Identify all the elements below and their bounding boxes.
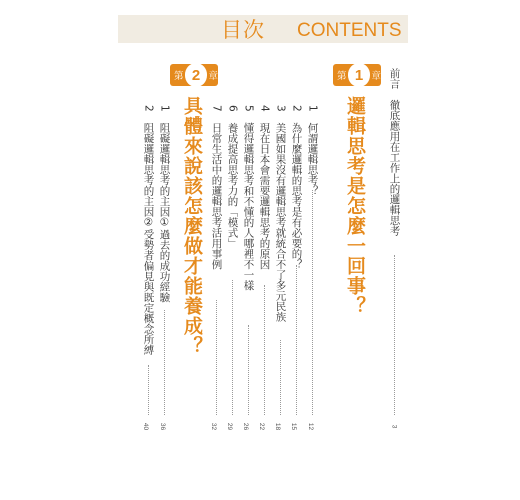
contents-title-en: CONTENTS: [297, 20, 402, 41]
entry-number: 3: [274, 105, 287, 112]
chapter2-badge: [170, 64, 218, 86]
contents-title-cn: 目次: [221, 18, 265, 42]
chapter2-title: 具體來說該怎麼做才能養成？: [181, 96, 203, 356]
preface-leader: [394, 255, 395, 415]
chapter1-entry-1: [307, 105, 318, 196]
chapter1-page-3: 18: [274, 422, 282, 431]
chapter1-entry-3: [275, 105, 286, 322]
chapter1-leader-3: [280, 340, 281, 415]
chapter1-badge-post: 章: [371, 71, 381, 82]
chapter1-entry-7: [211, 105, 222, 269]
chapter2-entry-1: [159, 105, 170, 302]
entry-text: 懂得邏輯思考和不懂的人哪裡不一樣: [242, 122, 255, 291]
entry-text: 何謂邏輯思考？: [306, 122, 319, 196]
entry-text: 阻礙邏輯思考的主因②受勢者偏見與既定概念所縛: [142, 122, 155, 355]
entry-number: 4: [258, 105, 271, 112]
chapter1-badge-num: 1: [348, 63, 371, 87]
chapter1-badge: [333, 64, 381, 86]
entry-number: 7: [210, 105, 223, 112]
chapter1-page-5: 26: [242, 422, 250, 431]
entry-text: 日常生活中的邏輯思考活用事例: [210, 122, 223, 270]
entry-text: 美國如果沒有邏輯思考就統合不了多元民族: [274, 122, 287, 322]
chapter1-leader-7: [216, 300, 217, 415]
chapter1-page-2: 15: [290, 422, 298, 431]
entry-number: 2: [142, 105, 155, 112]
chapter1-leader-5: [248, 325, 249, 415]
chapter2-entry-2: [143, 105, 154, 355]
entry-number: 5: [242, 105, 255, 112]
chapter1-entry-6: [227, 105, 238, 248]
chapter1-entry-2: [291, 105, 302, 269]
entry-number: 6: [226, 105, 239, 112]
preface-text: 前言 徹底應用在工作上的邏輯思考: [388, 68, 401, 236]
chapter2-page-1: 36: [159, 422, 167, 431]
chapter2-page-2: 40: [142, 422, 150, 431]
chapter2-badge-post: 章: [208, 71, 218, 82]
entry-text: 現在日本會需要邏輯思考的原因: [258, 122, 271, 270]
chapter1-title: 邏輯思考是怎麼一回事？: [344, 96, 366, 316]
chapter1-page-4: 22: [258, 422, 266, 431]
chapter2-badge-pre: 第: [174, 71, 184, 82]
chapter1-entry-5: [243, 105, 254, 290]
chapter1-badge-pre: 第: [337, 71, 347, 82]
chapter2-leader-2: [148, 365, 149, 415]
chapter2-badge-num: 2: [185, 63, 208, 87]
entry-number: 1: [158, 105, 171, 112]
chapter1-leader-1: [312, 190, 313, 415]
chapter1-leader-6: [232, 280, 233, 415]
entry-text: 阻礙邏輯思考的主因①過去的成功經驗: [158, 122, 171, 303]
entry-number: 2: [290, 105, 303, 112]
chapter1-leader-4: [264, 285, 265, 415]
chapter2-leader-1: [164, 310, 165, 415]
chapter1-leader-2: [296, 265, 297, 415]
preface-page: 3: [390, 424, 398, 429]
chapter1-page-7: 32: [210, 422, 218, 431]
entry-text: 為什麼邏輯的思考是有必要的？: [290, 122, 303, 270]
chapter1-page-6: 29: [226, 422, 234, 431]
chapter1-page-1: 12: [307, 422, 315, 431]
entry-number: 1: [306, 105, 319, 112]
chapter1-entry-4: [259, 105, 270, 269]
entry-text: 養成提高思考力的「模式」: [226, 122, 239, 249]
